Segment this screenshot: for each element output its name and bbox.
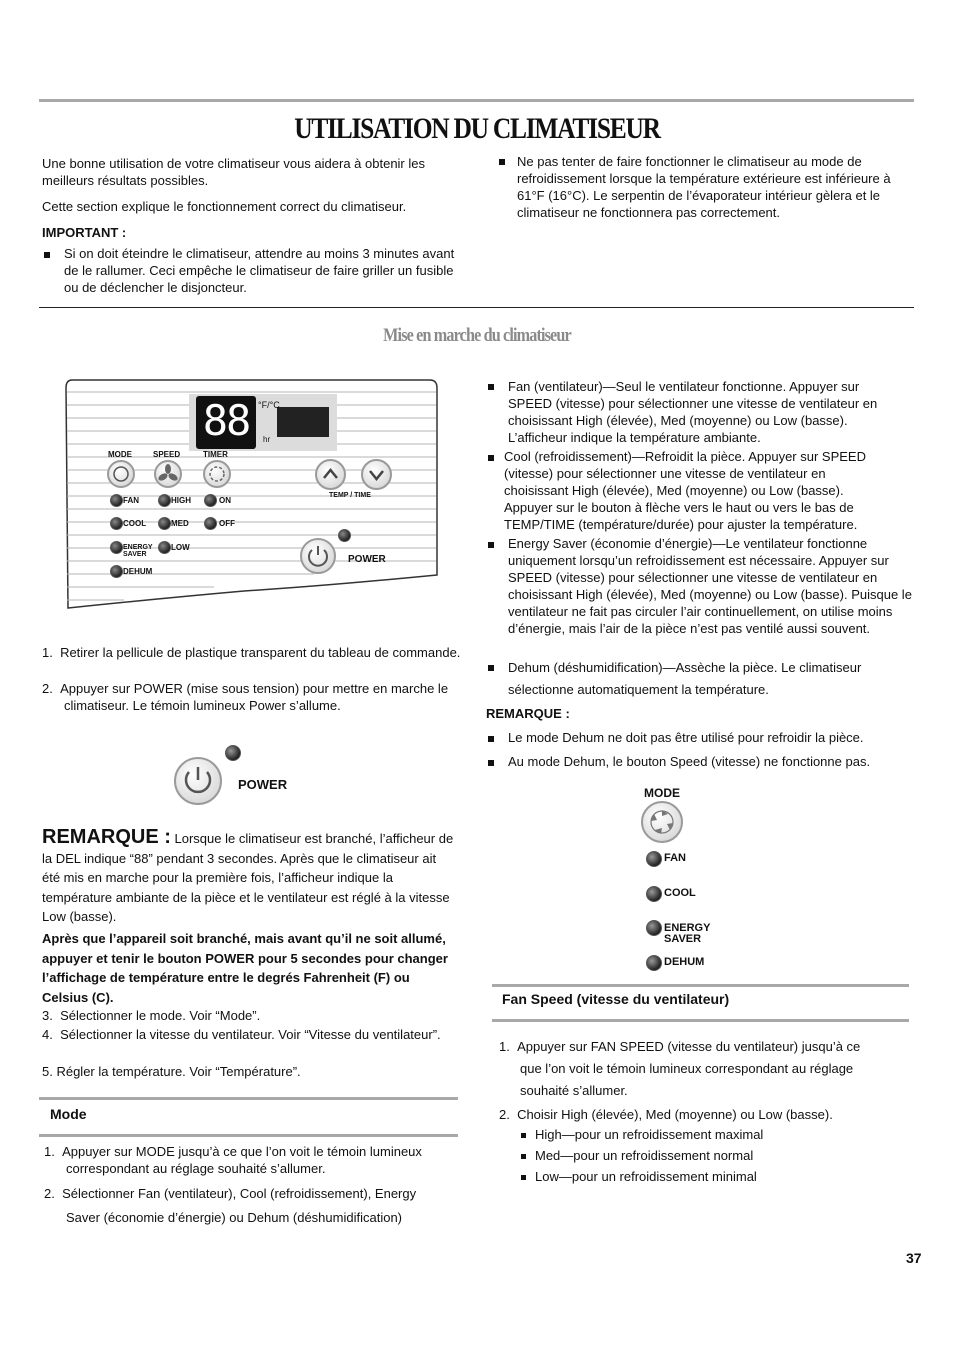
important-bullet-1: Si on doit éteindre le climatiseur, attendre au moins 3 minutes avant de le rallumer. Ceci empêche le climatiseur de faire griller un fusible ou de déclencher le disjoncteur. [64,246,455,295]
bullet-marker [488,455,494,461]
page-number: 37 [906,1250,922,1266]
power-icon [302,540,334,572]
dehum-label: DEHUM [123,567,153,576]
bullet-marker [499,159,505,165]
energy-saver-led [110,541,123,554]
fan-led [110,494,123,507]
mode-button[interactable] [107,460,135,488]
mode-illustration-label: MODE [644,786,680,800]
unit-label: °F/°C [258,400,280,410]
top-rule [39,99,914,102]
mode-label: MODE [108,450,132,459]
page-title: UTILISATION DU CLIMATISEUR [294,112,660,145]
bullet-marker [521,1133,526,1138]
hr-label: hr [263,435,271,444]
speed-label: SPEED [153,450,181,459]
speed-button[interactable] [154,460,182,488]
low-label: LOW [171,543,190,552]
energy-saver-bullet: Energy Saver (économie d’énergie)—Le ventilateur fonctionne uniquement lorsqu’un refroidissement est nécessaire. Appuyer sur SPEED (vitesse) pour sélectionner une vitesse de ventilateur en choisissant High (élevée), Med (moyenne) ou Low (basse). Puisque le ventilateur ne fait pas circuler l’air continuellement, on utilise moins d’énergie, mais l’air de la pièce n’est pas ventilé aussi souvent. [508,536,912,636]
cool-led [646,886,662,902]
bullet-marker [488,760,494,766]
dehum-led [646,955,662,971]
fan-speed-high: High—pour un refroidissement maximal [535,1127,764,1142]
bullet-marker [521,1154,526,1159]
fan-speed-step-1b: que l’on voit le témoin lumineux correspondant au réglage [520,1061,854,1076]
energy-saver-led [646,920,662,936]
fan-label: FAN [123,496,139,505]
cool-led [110,517,123,530]
fan-speed-rule-bottom [492,1019,909,1022]
step-2: 2. Appuyer sur POWER (mise sous tension) pour mettre en marche le climatiseur. Le témoin lumineux Power s’allume. [42,681,449,713]
mode-rule-top [39,1097,458,1100]
bullet-marker [488,665,494,671]
mode-rule-bottom [39,1134,458,1137]
cool-label: COOL [123,519,147,528]
mode-step-2b: Saver (économie d’énergie) ou Dehum (déshumidification) [66,1210,403,1225]
mode-cycle-icon [643,803,681,841]
step-5: 5. Régler la température. Voir “Température”. [42,1064,301,1079]
section-rule [39,307,914,308]
med-label: MED [171,519,189,528]
temp-time-label: TEMP / TIME [329,492,371,499]
timer-off-led [204,517,217,530]
step-3: 3. Sélectionner le mode. Voir “Mode”. [42,1008,261,1023]
remarque-paragraph [42,828,457,927]
saver-label: SAVER [664,933,702,945]
bullet-marker [44,252,50,258]
fan-speed-med: Med—pour un refroidissement normal [535,1148,754,1163]
mode-cycle-icon [109,462,133,486]
mode-heading: Mode [50,1106,87,1122]
power-label: POWER [348,554,386,565]
timer-icon [205,462,229,486]
on-label: ON [219,496,231,505]
fan-speed-step-2: 2. Choisir High (élevée), Med (moyenne) ou Low (basse). [499,1107,833,1122]
high-led [158,494,171,507]
dehum-bullet-b: sélectionne automatiquement la température. [508,682,769,697]
power-led [225,745,241,761]
section-title: Mise en marche du climatiseur [383,325,571,346]
note-1: Le mode Dehum ne doit pas être utilisé pour refroidir la pièce. [508,730,864,745]
dehum-bullet-a: Dehum (déshumidification)—Assèche la pièce. Le climatiseur [508,660,862,675]
timer-label: TIMER [203,450,228,459]
timer-on-led [204,494,217,507]
important-bullet-2: Ne pas tenter de faire fonctionner le climatiseur au mode de refroidissement lorsque la température extérieure est inférieure à 61°F (16°C). Le serpentin de l’évaporateur intérieur gèlera et le climatiseur ne fonctionnera pas correctement. [517,154,891,220]
bullet-marker [488,542,494,548]
mode-step-2a: 2. Sélectionner Fan (ventilateur), Cool (refroidissement), Energy [44,1186,417,1201]
power-icon [176,759,220,803]
med-led [158,517,171,530]
power-led [338,529,351,542]
fan-icon [156,462,180,486]
timer-button[interactable] [203,460,231,488]
fan-mode-bullet: Fan (ventilateur)—Seul le ventilateur fonctionne. Appuyer sur SPEED (vitesse) pour sélectionner une vitesse de ventilateur en choisissant High (élevée), Med (moyenne) ou Low (basse). L’afficheur indique la température ambiante. [508,379,878,445]
note-2: Au mode Dehum, le bouton Speed (vitesse) ne fonctionne pas. [508,754,871,769]
led-display: 88 [202,396,250,445]
fan-label: FAN [664,852,686,864]
off-label: OFF [219,519,235,528]
fan-speed-heading: Fan Speed (vitesse du ventilateur) [502,991,730,1007]
cool-label: COOL [664,887,696,899]
step-4: 4. Sélectionner la vitesse du ventilateur. Voir “Vitesse du ventilateur”. [42,1027,441,1042]
fan-speed-step-1c: souhaité s’allumer. [520,1083,628,1098]
remarque-text: Lorsque le climatiseur est branché, l’afficheur de la DEL indique “88” pendant 3 secondes. Après que le climatiseur ait été mis en marche pour la première fois, l’afficheur indique la température ambiante de la pièce et le ventilateur est réglé à la vitesse Low (basse). [42,831,454,924]
fan-speed-low: Low—pour un refroidissement minimal [535,1169,757,1184]
dehum-led [110,565,123,578]
arrow-down-icon [363,461,390,488]
cool-mode-bullet: Cool (refroidissement)—Refroidit la pièce. Appuyer sur SPEED (vitesse) pour sélectionner une vitesse de ventilateur en choisissant High (élevée), Med (moyenne) ou Low (basse). Appuyer sur le bouton à flèche vers le haut ou vers le bas de TEMP/TIME (température/durée) pour ajuster la température. [504,449,866,532]
bullet-marker [488,384,494,390]
dehum-label: DEHUM [664,956,705,968]
intro-paragraph-2: Cette section explique le fonctionnement correct du climatiseur. [42,199,407,214]
right-remarque-label: REMARQUE : [486,706,570,721]
intro-paragraph-1: Une bonne utilisation de votre climatiseur vous aidera à obtenir les meilleurs résultats possibles. [42,156,425,188]
bullet-marker [521,1175,526,1180]
control-panel [64,379,439,609]
power-button[interactable] [300,538,336,574]
high-label: HIGH [171,496,191,505]
arrow-up-icon [317,461,344,488]
energy-label: ENERGY [123,544,153,551]
saver-label: SAVER [123,551,147,558]
remarque-label: REMARQUE : [42,826,171,848]
remarque-bold-note: Après que l’appareil soit branché, mais avant qu’il ne soit allumé, appuyer et tenir le bouton POWER pour 5 secondes pour changer l’affichage de température entre le degrés Fahrenheit (F) ou Celsius (C). [42,931,448,1005]
power-button[interactable] [174,757,222,805]
fan-speed-rule-top [492,984,909,987]
mode-button[interactable] [641,801,683,843]
mode-step-1: 1. Appuyer sur MODE jusqu’à ce que l’on voit le témoin lumineux correspondant au réglage souhaité s’allumer. [44,1144,422,1176]
temp-down-button[interactable] [361,459,392,490]
important-label: IMPORTANT : [42,225,127,240]
fan-speed-step-1a: 1. Appuyer sur FAN SPEED (vitesse du ventilateur) jusqu’à ce [499,1039,861,1054]
energy-label: ENERGY [664,922,711,934]
bullet-marker [488,736,494,742]
low-led [158,541,171,554]
step-1: 1. Retirer la pellicule de plastique transparent du tableau de commande. [42,645,461,660]
power-label: POWER [238,777,288,792]
fan-led [646,851,662,867]
temp-up-button[interactable] [315,459,346,490]
